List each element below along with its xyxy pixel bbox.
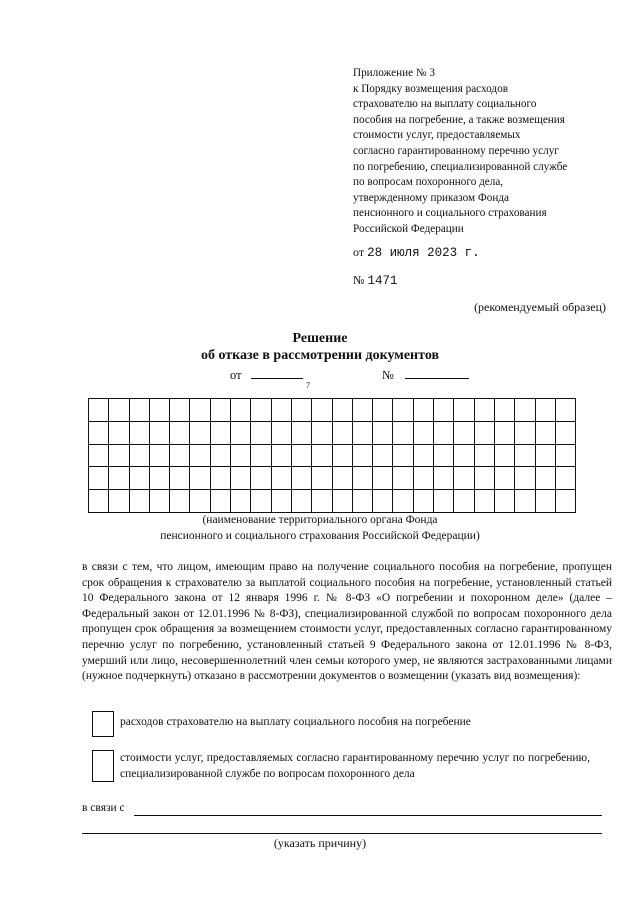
grid-cell[interactable] — [271, 399, 291, 422]
grid-cell[interactable] — [291, 421, 311, 444]
option-checkbox-expenses[interactable] — [92, 711, 114, 737]
decision-date-number — [230, 368, 469, 383]
grid-cell[interactable] — [190, 467, 210, 490]
grid-cell[interactable] — [332, 467, 352, 490]
grid-cell[interactable] — [210, 444, 230, 467]
reason-label: в связи с — [82, 802, 125, 814]
grid-cell[interactable] — [271, 444, 291, 467]
grid-cell[interactable] — [434, 399, 454, 422]
grid-cell[interactable] — [352, 467, 372, 490]
grid-cell[interactable] — [251, 490, 271, 513]
grid-cell[interactable] — [434, 421, 454, 444]
grid-cell[interactable] — [332, 399, 352, 422]
grid-cell[interactable] — [109, 490, 129, 513]
grid-cell[interactable] — [312, 444, 332, 467]
grid-cell[interactable] — [89, 399, 109, 422]
order-number-value: 1471 — [367, 274, 398, 288]
grid-cell[interactable] — [454, 467, 474, 490]
grid-cell[interactable] — [149, 444, 169, 467]
stray-mark: 7 — [306, 381, 310, 390]
grid-cell[interactable] — [170, 490, 190, 513]
option-label-expenses: расходов страхователю на выплату социального пособия на погребение — [120, 716, 471, 728]
grid-cell[interactable] — [291, 444, 311, 467]
decision-number-label: № — [381, 368, 394, 382]
grid-cell[interactable] — [251, 467, 271, 490]
grid-cell[interactable] — [494, 490, 514, 513]
grid-cell[interactable] — [129, 490, 149, 513]
appendix-line: пенсионного и социального страхования — [353, 207, 547, 220]
grid-cell[interactable] — [515, 444, 535, 467]
grid-cell[interactable] — [170, 399, 190, 422]
grid-cell[interactable] — [413, 490, 433, 513]
grid-cell[interactable] — [413, 399, 433, 422]
grid-cell[interactable] — [149, 421, 169, 444]
grid-cell[interactable] — [332, 444, 352, 467]
appendix-line: Российской Федерации — [353, 222, 464, 235]
letter-grid[interactable] — [88, 398, 576, 513]
grid-cell[interactable] — [89, 490, 109, 513]
grid-cell[interactable] — [454, 490, 474, 513]
grid-caption-line1: (наименование территориального органа Фонда — [202, 514, 438, 526]
grid-cell[interactable] — [454, 421, 474, 444]
grid-cell[interactable] — [149, 490, 169, 513]
grid-cell[interactable] — [494, 444, 514, 467]
order-date — [353, 245, 480, 260]
grid-cell[interactable] — [393, 421, 413, 444]
grid-cell[interactable] — [271, 467, 291, 490]
grid-cell[interactable] — [535, 444, 555, 467]
grid-cell[interactable] — [109, 399, 129, 422]
grid-cell[interactable] — [555, 421, 575, 444]
grid-cell[interactable] — [332, 421, 352, 444]
grid-cell[interactable] — [474, 467, 494, 490]
grid-cell[interactable] — [494, 399, 514, 422]
grid-cell[interactable] — [474, 444, 494, 467]
grid-cell[interactable] — [535, 421, 555, 444]
grid-cell[interactable] — [231, 421, 251, 444]
grid-cell[interactable] — [555, 399, 575, 422]
decision-date-field[interactable] — [251, 368, 303, 379]
grid-cell[interactable] — [555, 467, 575, 490]
grid-cell[interactable] — [373, 399, 393, 422]
grid-row — [89, 490, 576, 513]
grid-cell[interactable] — [291, 399, 311, 422]
grid-cell[interactable] — [535, 399, 555, 422]
grid-cell[interactable] — [210, 421, 230, 444]
grid-cell[interactable] — [251, 399, 271, 422]
grid-cell[interactable] — [312, 421, 332, 444]
grid-cell[interactable] — [352, 444, 372, 467]
appendix-block — [353, 66, 613, 238]
grid-cell[interactable] — [535, 490, 555, 513]
grid-cell[interactable] — [434, 444, 454, 467]
grid-cell[interactable] — [332, 490, 352, 513]
appendix-line: пособия на погребение, а также возмещения — [353, 113, 565, 126]
grid-cell[interactable] — [129, 467, 149, 490]
grid-row — [89, 421, 576, 444]
grid-cell[interactable] — [109, 421, 129, 444]
grid-cell[interactable] — [210, 467, 230, 490]
grid-cell[interactable] — [231, 467, 251, 490]
grid-cell[interactable] — [210, 399, 230, 422]
grid-cell[interactable] — [454, 399, 474, 422]
grid-cell[interactable] — [555, 490, 575, 513]
sample-note: (рекомендуемый образец) — [474, 300, 606, 314]
grid-cell[interactable] — [434, 467, 454, 490]
grid-cell[interactable] — [190, 444, 210, 467]
grid-cell[interactable] — [474, 399, 494, 422]
grid-row — [89, 467, 576, 490]
grid-cell[interactable] — [170, 467, 190, 490]
appendix-line: страхователю на выплату социального — [353, 98, 537, 111]
grid-cell[interactable] — [352, 399, 372, 422]
grid-cell[interactable] — [129, 444, 149, 467]
grid-cell[interactable] — [434, 490, 454, 513]
body-paragraph: в связи с тем, что лицом, имеющим право на получение социального пособия на погребение, пропущен срок обращения к страхователю за выплатой социального пособия на погребение, установленный статьей 10 Федерального закона от 12 января 1996 г. № 8-ФЗ «О погребении и похоронном деле» (далее – Федеральный закон от 12.01.1996 № 8-ФЗ), специализированной службой по вопросам похоронного дела пропущен срок обращения за возмещением стоимости услуг, предоставленных согласно гарантированному перечню услуг по погребению, установленный статьей 9 Федерального закона от 12.01.1996 № 8-ФЗ, умерший или лицо, несовершеннолетний член семьи которого умер, не являются застрахованными лицами (нужное подчеркнуть) отказано в рассмотрении документов о возмещении (указать вид возмещения): — [82, 561, 612, 683]
appendix-line: согласно гарантированному перечню услуг — [353, 144, 559, 157]
grid-cell[interactable] — [291, 467, 311, 490]
grid-caption-line2: пенсионного и социального страхования Российской Федерации) — [160, 530, 480, 542]
grid-cell[interactable] — [373, 467, 393, 490]
order-date-prefix: от — [353, 245, 365, 259]
grid-cell[interactable] — [515, 467, 535, 490]
grid-cell[interactable] — [373, 444, 393, 467]
grid-cell[interactable] — [231, 444, 251, 467]
grid-cell[interactable] — [251, 444, 271, 467]
option-checkbox-services[interactable] — [92, 750, 114, 782]
grid-cell[interactable] — [393, 467, 413, 490]
grid-cell[interactable] — [474, 490, 494, 513]
grid-cell[interactable] — [515, 421, 535, 444]
grid-cell[interactable] — [312, 467, 332, 490]
grid-cell[interactable] — [413, 444, 433, 467]
grid-cell[interactable] — [129, 399, 149, 422]
grid-cell[interactable] — [190, 399, 210, 422]
reason-hint: (указать причину) — [273, 836, 367, 850]
grid-cell[interactable] — [454, 444, 474, 467]
appendix-line: стоимости услуг, предоставляемых — [353, 129, 521, 142]
grid-cell[interactable] — [312, 490, 332, 513]
order-date-value: 28 июля 2023 г. — [367, 246, 480, 260]
order-number — [353, 273, 397, 288]
grid-cell[interactable] — [373, 490, 393, 513]
grid-cell[interactable] — [535, 467, 555, 490]
grid-cell[interactable] — [494, 421, 514, 444]
grid-cell[interactable] — [352, 490, 372, 513]
grid-cell[interactable] — [251, 421, 271, 444]
grid-cell[interactable] — [231, 490, 251, 513]
grid-cell[interactable] — [149, 399, 169, 422]
grid-row — [89, 444, 576, 467]
grid-cell[interactable] — [149, 467, 169, 490]
option-label-services: стоимости услуг, предоставляемых согласно гарантированному перечню услуг по погребению, специализированной службе по вопросам похоронного дела — [120, 752, 590, 780]
grid-cell[interactable] — [413, 421, 433, 444]
order-number-prefix: № — [353, 273, 365, 287]
grid-row — [89, 399, 576, 422]
appendix-line: по вопросам похоронного дела, — [353, 176, 504, 189]
decision-title: Решение — [292, 331, 348, 346]
reason-line-2[interactable] — [82, 833, 602, 834]
appendix-line: по погребению, специализированной службе — [353, 160, 568, 173]
grid-cell[interactable] — [352, 421, 372, 444]
grid-cell[interactable] — [271, 490, 291, 513]
grid-cell[interactable] — [393, 490, 413, 513]
grid-cell[interactable] — [515, 399, 535, 422]
reason-line-1[interactable] — [134, 815, 602, 816]
grid-cell[interactable] — [515, 490, 535, 513]
grid-cell[interactable] — [170, 444, 190, 467]
decision-number-field[interactable] — [405, 368, 469, 379]
grid-cell[interactable] — [170, 421, 190, 444]
grid-cell[interactable] — [109, 467, 129, 490]
appendix-line: к Порядку возмещения расходов — [353, 82, 508, 95]
grid-cell[interactable] — [312, 399, 332, 422]
decision-subtitle: об отказе в рассмотрении документов — [200, 348, 440, 363]
decision-date-label: от — [230, 368, 242, 382]
appendix-line: Приложение № 3 — [353, 67, 435, 79]
grid-cell[interactable] — [474, 421, 494, 444]
grid-cell[interactable] — [89, 444, 109, 467]
grid-cell[interactable] — [210, 490, 230, 513]
grid-cell[interactable] — [190, 490, 210, 513]
grid-cell[interactable] — [555, 444, 575, 467]
grid-cell[interactable] — [393, 399, 413, 422]
appendix-line: утвержденному приказом Фонда — [353, 191, 509, 204]
grid-cell[interactable] — [271, 421, 291, 444]
grid-cell[interactable] — [129, 421, 149, 444]
grid-cell[interactable] — [291, 490, 311, 513]
grid-cell[interactable] — [109, 444, 129, 467]
grid-cell[interactable] — [231, 399, 251, 422]
grid-cell[interactable] — [190, 421, 210, 444]
grid-cell[interactable] — [494, 467, 514, 490]
grid-cell[interactable] — [413, 467, 433, 490]
grid-cell[interactable] — [393, 444, 413, 467]
grid-cell[interactable] — [89, 467, 109, 490]
grid-cell[interactable] — [89, 421, 109, 444]
grid-cell[interactable] — [373, 421, 393, 444]
